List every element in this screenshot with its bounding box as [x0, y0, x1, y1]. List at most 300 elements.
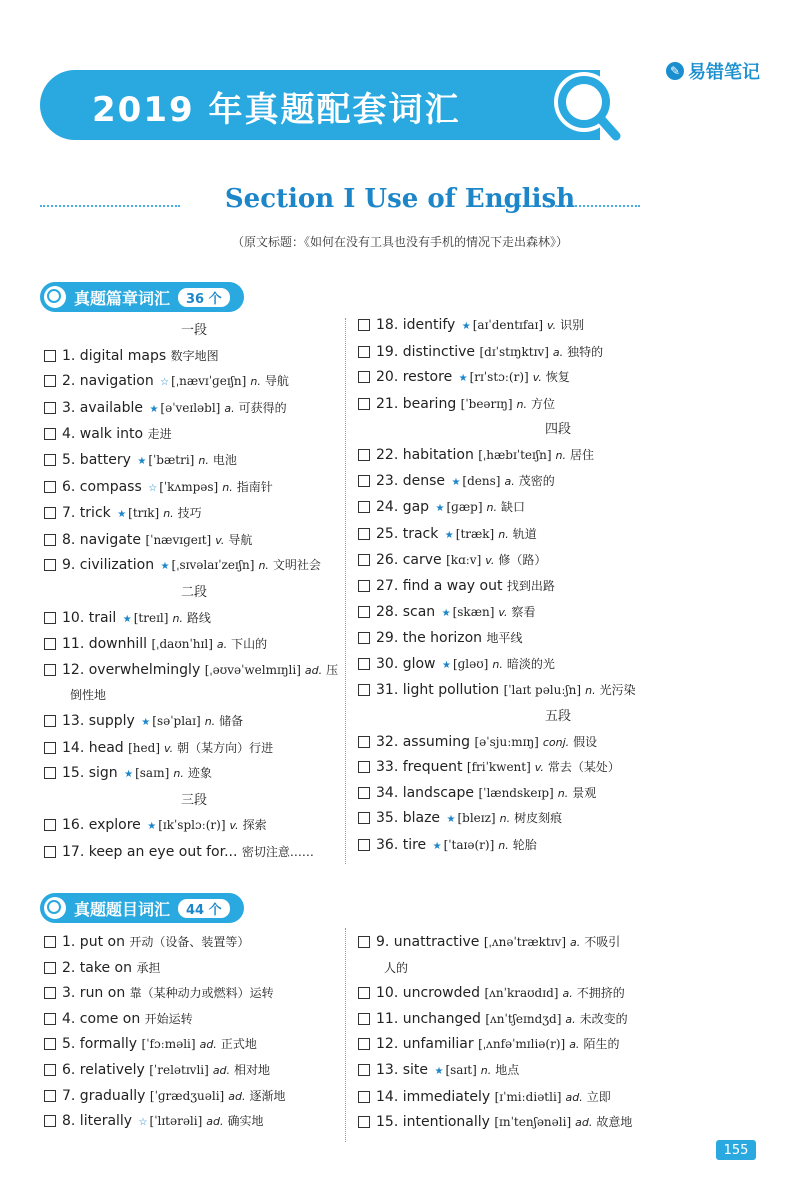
vocab-pos: n.	[172, 611, 183, 625]
vocab-word: 2. navigation	[62, 373, 154, 390]
vocab-entry	[358, 1032, 758, 1058]
vocab-pos: n.	[198, 453, 209, 467]
checkbox-icon[interactable]	[358, 1064, 370, 1076]
vocab-entry	[44, 475, 344, 502]
vocab-word: 10. uncrowded	[376, 985, 481, 1002]
vocab-ipa: [ˈbeərɪŋ]	[460, 396, 513, 411]
checkbox-icon[interactable]	[44, 428, 56, 440]
checkbox-icon[interactable]	[44, 559, 56, 571]
vocab-cn: 电池	[212, 452, 237, 467]
checkbox-icon[interactable]	[44, 767, 56, 779]
vocab-ipa: [ˈɡrædʒuəli]	[149, 1088, 225, 1103]
vocab-word: 27. find a way out	[376, 577, 503, 594]
column-divider	[345, 928, 346, 1142]
vocab-ipa: [ɡləʊ]	[452, 656, 489, 671]
vocab-ipa: [ʌnˈkraʊdɪd]	[484, 986, 559, 1001]
checkbox-icon[interactable]	[358, 761, 370, 773]
vocab-word: 13. site	[376, 1061, 429, 1078]
entry-continuation: 人的	[384, 960, 409, 975]
vocab-entry	[358, 1085, 758, 1111]
vocab-column	[44, 318, 344, 865]
vocab-word: 30. glow	[376, 655, 436, 672]
star-icon: ★	[149, 403, 159, 415]
vocab-ipa: [ˌʌnfəˈmɪliə(r)]	[478, 1037, 566, 1052]
checkbox-icon[interactable]	[44, 819, 56, 831]
vocab-cn: 轨道	[512, 526, 537, 541]
star-icon: ★	[122, 613, 132, 625]
checkbox-icon[interactable]	[358, 1116, 370, 1128]
brand-name: 易错笔记	[688, 62, 760, 83]
checkbox-icon[interactable]	[358, 1013, 370, 1025]
column-divider	[345, 318, 346, 864]
checkbox-icon[interactable]	[44, 962, 56, 974]
checkbox-icon[interactable]	[358, 371, 370, 383]
vocab-pos: a.	[562, 987, 573, 1001]
vocab-ipa: [hed]	[128, 740, 160, 755]
vocab-ipa: [ˈfɔːməli]	[141, 1037, 196, 1052]
vocab-entry	[44, 632, 344, 658]
star-icon: ★	[451, 476, 461, 488]
vocab-entry	[358, 469, 758, 496]
vocab-pos: ad.	[206, 1115, 224, 1129]
vocab-word: 33. frequent	[376, 759, 463, 776]
vocab-cn: 识别	[560, 318, 585, 332]
vocab-entry	[358, 392, 758, 418]
vocab-word: 1. digital maps	[62, 347, 167, 364]
vocab-cn: 地点	[495, 1062, 520, 1077]
vocab-ipa: [skæn]	[452, 604, 495, 619]
star-icon: ★	[160, 561, 170, 573]
vocab-pos: a.	[216, 638, 228, 652]
vocab-cn: 假设	[573, 734, 598, 749]
vocab-entry	[44, 344, 344, 370]
star-icon: ★	[124, 769, 134, 781]
vocab-cn: 探索	[242, 818, 267, 833]
vocab-word: 7. gradually	[62, 1087, 146, 1104]
star-icon: ☆	[148, 482, 158, 494]
checkbox-icon[interactable]	[44, 1013, 56, 1025]
vocab-entry	[358, 652, 758, 679]
vocab-word: 11. downhill	[62, 636, 148, 653]
checkbox-icon[interactable]	[358, 528, 370, 540]
vocab-ipa: [bleɪz]	[457, 811, 496, 826]
vocab-cn: 文明社会	[272, 558, 321, 573]
vocab-ipa: [ˈlaɪt pəluːʃn]	[503, 683, 582, 698]
paragraph-heading: 四段	[544, 422, 571, 438]
vocab-cn: 修（路）	[498, 553, 547, 568]
vocab-entry	[44, 528, 344, 554]
vocab-word: 35. blaze	[376, 810, 441, 827]
checkbox-icon[interactable]	[358, 501, 370, 513]
vocab-pos: v.	[532, 371, 542, 385]
vocab-entry	[358, 1058, 758, 1085]
star-icon: ★	[434, 1065, 444, 1077]
vocab-pos: v.	[215, 533, 225, 547]
magnifier-icon	[540, 66, 630, 146]
checkbox-icon[interactable]	[44, 1064, 56, 1076]
vocab-ipa: [aɪˈdentɪfaɪ]	[472, 318, 544, 332]
vocab-ipa: [kɑːv]	[446, 553, 482, 568]
vocab-cn: 树皮刻痕	[514, 811, 563, 826]
vocab-entry	[44, 448, 344, 475]
vocab-pos: a.	[565, 1012, 576, 1026]
checkbox-icon[interactable]	[358, 319, 370, 331]
vocab-pos: n.	[492, 657, 503, 671]
vocab-word: 15. sign	[62, 765, 118, 782]
vocab-ipa: [ˌnævɪˈɡeɪʃn]	[171, 374, 247, 389]
vocab-cn: 缺口	[500, 500, 525, 515]
vocab-pos: ad.	[228, 1089, 246, 1103]
vocab-word: 20. restore	[376, 369, 453, 386]
vocab-word: 4. walk into	[62, 426, 144, 443]
vocab-column	[358, 930, 758, 1136]
entry-continuation: 倒性地	[70, 688, 107, 703]
vocab-cn: 走进	[147, 427, 172, 442]
star-icon: ★	[441, 659, 451, 671]
checkbox-icon[interactable]	[44, 638, 56, 650]
vocab-entry	[44, 761, 344, 788]
star-icon: ★	[432, 840, 442, 852]
vocab-entry	[44, 553, 344, 580]
vocab-entry	[358, 522, 758, 549]
vocab-entry	[44, 501, 344, 528]
vocab-ipa: [ʌnˈtʃeɪndʒd]	[485, 1011, 562, 1026]
vocab-ipa: [ˌhæbɪˈteɪʃn]	[478, 447, 552, 462]
vocab-cn: 常去（某处）	[547, 760, 620, 775]
vocab-cn: 确实地	[227, 1114, 264, 1129]
vocab-entry	[358, 833, 758, 860]
vocab-word: 14. head	[62, 739, 124, 756]
vocab-cn: 陌生的	[583, 1037, 620, 1052]
vocab-cn: 朝（某方向）行进	[177, 740, 274, 755]
vocab-ipa: [trɪk]	[128, 506, 160, 521]
vocab-ipa: [ˌəʊvəˈwelmɪŋli]	[204, 662, 301, 677]
vocab-cn: 开动（设备、装置等）	[129, 935, 250, 949]
vocab-entry	[358, 730, 758, 756]
vocab-ipa: [ˈrelətɪvli]	[149, 1062, 209, 1077]
star-icon: ☆	[160, 377, 170, 389]
checkbox-icon[interactable]	[44, 1115, 56, 1127]
vocab-ipa: [ˈlændskeɪp]	[478, 785, 554, 800]
checkbox-icon[interactable]	[44, 402, 56, 414]
checkbox-icon[interactable]	[358, 812, 370, 824]
search-icon	[44, 286, 66, 308]
vocab-pos: v.	[164, 741, 174, 755]
vocab-pos: a.	[504, 474, 515, 488]
vocab-ipa: [saɪn]	[135, 766, 170, 781]
star-icon: ★	[446, 814, 456, 826]
checkbox-icon[interactable]	[44, 664, 56, 676]
vocab-entry	[44, 736, 344, 762]
vocab-cn: 独特的	[567, 344, 604, 359]
vocab-cn: 找到出路	[506, 578, 555, 593]
group-count: 36 个	[178, 288, 230, 307]
vocab-pos: n.	[258, 559, 269, 573]
original-title: （原文标题：《如何在没有工具也没有手机的情况下走出森林》）	[231, 235, 568, 249]
vocab-pos: n.	[173, 767, 184, 781]
checkbox-icon[interactable]	[358, 787, 370, 799]
vocab-entry	[44, 840, 344, 866]
checkbox-icon[interactable]	[358, 658, 370, 670]
vocab-cn: 居住	[570, 447, 595, 462]
vocab-entry	[44, 1007, 344, 1033]
group-count: 44 个	[178, 899, 230, 918]
vocab-word: 12. unfamiliar	[376, 1036, 474, 1053]
vocab-cn: 技巧	[177, 506, 202, 521]
vocab-word: 22. habitation	[376, 446, 474, 463]
vocab-pos: n.	[480, 1063, 492, 1077]
star-icon: ★	[117, 509, 127, 521]
vocab-entry	[358, 806, 758, 833]
vocab-ipa: [ɡæp]	[446, 500, 483, 515]
vocab-word: 2. take on	[62, 959, 132, 976]
star-icon: ★	[458, 373, 468, 385]
vocab-cn: 故意地	[596, 1115, 633, 1130]
vocab-word: 8. literally	[62, 1113, 133, 1130]
checkbox-icon[interactable]	[44, 375, 56, 387]
vocab-entry	[44, 1084, 344, 1110]
vocab-cn: 地平线	[486, 631, 523, 646]
vocab-cn: 正式地	[220, 1037, 257, 1052]
checkbox-icon[interactable]	[358, 346, 370, 358]
vocab-word: 32. assuming	[376, 733, 471, 750]
vocab-cn: 开始运转	[144, 1011, 193, 1026]
checkbox-icon[interactable]	[358, 1038, 370, 1050]
page-number: 155	[716, 1140, 756, 1160]
vocab-pos: a.	[552, 345, 564, 359]
star-icon: ☆	[138, 1117, 148, 1129]
vocab-pos: n.	[163, 507, 174, 521]
vocab-cn: 察看	[511, 604, 536, 619]
vocab-entry	[358, 981, 758, 1007]
checkbox-icon[interactable]	[358, 839, 370, 851]
checkbox-icon[interactable]	[44, 454, 56, 466]
paragraph-heading: 二段	[180, 584, 207, 600]
vocab-cn: 导航	[264, 374, 289, 389]
vocab-cn: 相对地	[234, 1062, 271, 1077]
vocab-ipa: [saɪt]	[445, 1062, 477, 1077]
star-icon: ★	[444, 529, 454, 541]
checkbox-icon[interactable]	[358, 449, 370, 461]
vocab-pos: n.	[498, 527, 509, 541]
vocab-pos: v.	[534, 761, 544, 775]
vocab-cn: 下山的	[231, 637, 268, 652]
vocab-entry	[44, 1032, 344, 1058]
vocab-entry	[358, 365, 758, 392]
vocab-pos: v.	[498, 605, 508, 619]
checkbox-icon[interactable]	[358, 936, 370, 948]
vocab-pos: ad.	[199, 1038, 217, 1052]
vocab-entry	[358, 755, 758, 781]
vocab-word: 17. keep an eye out for...	[62, 843, 238, 860]
star-icon: ★	[141, 716, 151, 728]
checkbox-icon[interactable]	[44, 507, 56, 519]
brand-icon: ✎	[666, 62, 684, 80]
vocab-word: 19. distinctive	[376, 343, 476, 360]
vocab-word: 24. gap	[376, 499, 430, 516]
vocab-pos: n.	[204, 714, 216, 728]
checkbox-icon[interactable]	[358, 475, 370, 487]
vocab-word: 9. civilization	[62, 557, 155, 574]
vocab-cn: 方位	[530, 396, 555, 411]
vocab-cn: 指南针	[236, 479, 273, 494]
checkbox-icon[interactable]	[44, 612, 56, 624]
vocab-word: 12. overwhelmingly	[62, 661, 201, 678]
checkbox-icon[interactable]	[358, 684, 370, 696]
vocab-word: 4. come on	[62, 1010, 141, 1027]
vocab-entry	[44, 709, 344, 736]
vocab-word: 3. run on	[62, 985, 126, 1002]
vocab-word: 10. trail	[62, 609, 117, 626]
vocab-cn: 路线	[186, 610, 211, 625]
checkbox-icon[interactable]	[358, 987, 370, 999]
vocab-word: 23. dense	[376, 472, 445, 489]
vocab-word: 15. intentionally	[376, 1114, 490, 1131]
checkbox-icon[interactable]	[358, 632, 370, 644]
paragraph-heading: 五段	[544, 708, 571, 724]
group-badge	[40, 282, 244, 312]
vocab-cn: 承担	[136, 960, 161, 975]
vocab-pos: ad.	[304, 663, 323, 677]
vocab-ipa: [ˈlɪtərəli]	[149, 1114, 203, 1129]
vocab-entry	[358, 781, 758, 807]
checkbox-icon[interactable]	[44, 742, 56, 754]
vocab-pos: n.	[486, 501, 497, 515]
vocab-pos: v.	[485, 554, 495, 568]
checkbox-icon[interactable]	[358, 398, 370, 410]
vocab-pos: n.	[555, 448, 567, 462]
vocab-entry	[358, 548, 758, 574]
group-label: 真题篇章词汇	[74, 288, 171, 308]
checkbox-icon[interactable]	[44, 846, 56, 858]
vocab-ipa: [əˈveɪləbl]	[160, 400, 221, 415]
vocab-word: 34. landscape	[376, 784, 475, 801]
vocab-cn: 不吸引	[584, 935, 621, 949]
section-heading: Section Ⅰ Use of English	[224, 184, 576, 214]
vocab-word: 28. scan	[376, 603, 436, 620]
checkbox-icon[interactable]	[358, 736, 370, 748]
checkbox-icon[interactable]	[44, 1038, 56, 1050]
checkbox-icon[interactable]	[358, 580, 370, 592]
vocab-entry	[358, 340, 758, 366]
checkbox-icon[interactable]	[44, 350, 56, 362]
vocab-ipa: [ˈtaɪə(r)]	[443, 837, 495, 852]
vocab-word: 5. formally	[62, 1036, 138, 1053]
vocab-ipa: [ˈnævɪɡeɪt]	[145, 532, 212, 547]
vocab-entry	[44, 981, 344, 1007]
vocab-ipa: [træk]	[455, 526, 495, 541]
vocab-entry	[358, 1007, 758, 1033]
group-badge	[40, 893, 244, 923]
vocab-pos: v.	[547, 319, 557, 332]
page-title: 2019 年真题配套词汇	[92, 90, 461, 130]
star-icon: ★	[461, 321, 471, 332]
vocab-pos: n.	[585, 684, 596, 698]
vocab-entry	[44, 658, 344, 684]
vocab-ipa: [ˈkʌmpəs]	[159, 479, 219, 494]
vocab-cn: 密切注意……	[241, 844, 314, 859]
vocab-cn: 立即	[586, 1089, 611, 1104]
vocab-word: 29. the horizon	[376, 630, 483, 647]
search-icon	[44, 897, 66, 919]
checkbox-icon[interactable]	[358, 554, 370, 566]
vocab-cn: 可获得的	[238, 400, 287, 415]
vocab-word: 31. light pollution	[376, 682, 500, 699]
vocab-word: 7. trick	[62, 505, 111, 522]
checkbox-icon[interactable]	[44, 534, 56, 546]
checkbox-icon[interactable]	[44, 1090, 56, 1102]
checkbox-icon[interactable]	[44, 987, 56, 999]
vocab-cn: 不拥挤的	[576, 986, 625, 1001]
vocab-pos: n.	[250, 375, 261, 389]
vocab-word: 5. battery	[62, 451, 131, 468]
star-icon: ★	[147, 821, 157, 833]
vocab-cn: 储备	[219, 713, 244, 728]
vocab-cn: 迹象	[187, 766, 212, 781]
vocab-ipa: [friˈkwent]	[466, 760, 531, 775]
vocab-entry	[358, 495, 758, 522]
vocab-entry	[358, 600, 758, 627]
vocab-word: 13. supply	[62, 712, 135, 729]
vocab-word: 18. identify	[376, 317, 456, 333]
vocab-ipa: [ˌdaʊnˈhɪl]	[151, 637, 213, 652]
vocab-word: 6. compass	[62, 478, 142, 495]
vocab-word: 16. explore	[62, 817, 141, 834]
vocab-pos: a.	[570, 936, 581, 949]
vocab-cn: 景观	[572, 785, 597, 800]
vocab-cn: 光污染	[599, 683, 636, 698]
vocab-word: 6. relatively	[62, 1061, 145, 1078]
vocab-cn: 暗淡的光	[506, 656, 555, 671]
vocab-column	[358, 313, 758, 859]
checkbox-icon[interactable]	[358, 606, 370, 618]
vocab-ipa: [ɪkˈsplɔː(r)]	[158, 818, 226, 833]
checkbox-icon[interactable]	[44, 481, 56, 493]
vocab-word: 36. tire	[376, 836, 427, 853]
vocab-entry	[44, 1109, 344, 1136]
vocab-cn: 茂密的	[518, 473, 555, 488]
brand-logo	[666, 58, 760, 84]
vocab-pos: v.	[229, 819, 239, 833]
vocab-cn: 靠（某种动力或燃料）运转	[129, 986, 274, 1001]
star-icon: ★	[441, 607, 451, 619]
vocab-pos: ad.	[575, 1116, 593, 1130]
paragraph-heading: 一段	[180, 323, 207, 338]
vocab-pos: conj.	[542, 735, 570, 749]
vocab-word: 26. carve	[376, 552, 442, 569]
vocab-entry	[44, 369, 344, 396]
paragraph-heading: 三段	[180, 792, 207, 808]
checkbox-icon[interactable]	[44, 715, 56, 727]
vocab-entry	[44, 1058, 344, 1084]
vocab-ipa: [treɪl]	[133, 610, 169, 625]
vocab-pos: ad.	[212, 1063, 231, 1077]
vocab-ipa: [səˈplaɪ]	[152, 713, 201, 728]
vocab-pos: n.	[557, 786, 569, 800]
vocab-column	[44, 930, 344, 1136]
vocab-ipa: [dɪˈstɪŋktɪv]	[479, 344, 549, 359]
vocab-entry	[44, 813, 344, 840]
vocab-entry	[44, 396, 344, 423]
checkbox-icon[interactable]	[44, 936, 56, 948]
vocab-word: 21. bearing	[376, 395, 457, 412]
vocab-pos: ad.	[565, 1090, 583, 1104]
vocab-pos: n.	[499, 812, 511, 826]
vocab-ipa: [əˈsjuːmɪŋ]	[474, 734, 539, 749]
vocab-ipa: [ˌʌnəˈtræktɪv]	[483, 935, 566, 949]
checkbox-icon[interactable]	[358, 1091, 370, 1103]
vocab-pos: a.	[569, 1038, 580, 1052]
